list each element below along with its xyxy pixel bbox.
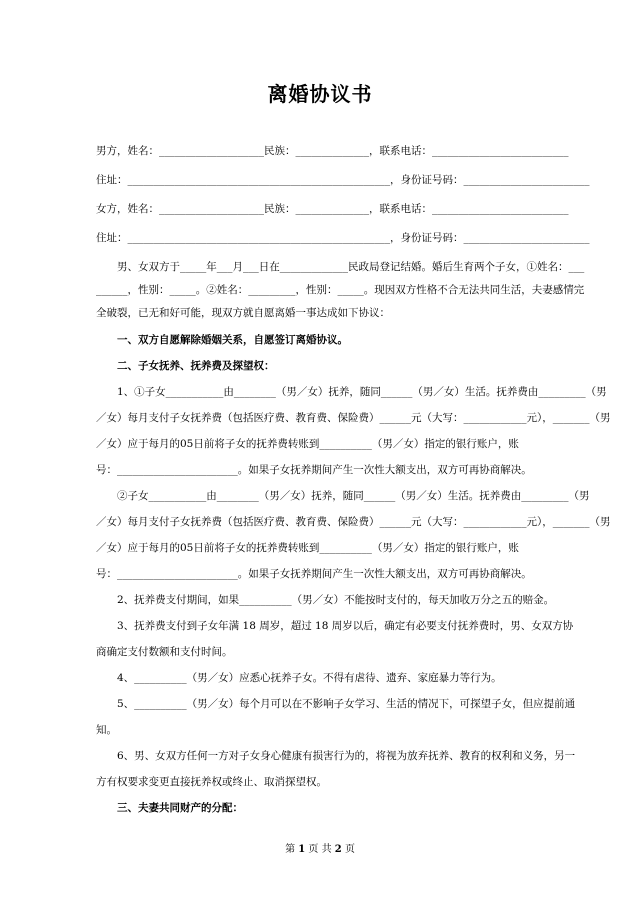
total-page-number: 2 <box>334 844 342 855</box>
paragraph-line: 号：_______________________。如果子女抚养期间产生一次性大额支出，双方可再协商解决。 <box>96 568 532 580</box>
paragraph-line: 方有权要求变更直接抚养权或终止、取消探望权。 <box>96 776 327 788</box>
paragraph-line: ／女）每月支付子女抚养费（包括医疗费、教育费、保险费）______元（大写：____________元），_______（男 <box>96 412 611 424</box>
paragraph-line: ②子女___________由________（男／女）抚养，随同______（男／女）生活。抚养费由_________（男 <box>117 490 590 502</box>
line-male-name: 男方，姓名：____________________民族：______________，联系电话：__________________________ <box>96 145 569 157</box>
section-heading-2: 二、子女抚养、抚养费及探望权： <box>117 360 275 372</box>
paragraph-line: ／女）应于每月的05日前将子女的抚养费转账到__________（男／女）指定的银行账户，账 <box>96 438 519 450</box>
paragraph-line: 男、女双方于_____年___月___日在_____________民政局登记结婚。婚后生育两个子女，①姓名：___ <box>117 261 585 273</box>
paragraph-line: ／女）每月支付子女抚养费（包括医疗费、教育费、保险费）______元（大写：____________元），_______（男 <box>96 516 611 528</box>
section-heading-3: 三、夫妻共同财产的分配： <box>117 802 243 814</box>
line-female-name: 女方，姓名：____________________民族：______________，联系电话：__________________________ <box>96 203 569 215</box>
paragraph-line: 5、__________（男／女）每个月可以在不影响子女学习、生活的情况下，可探望子女，但应提前通 <box>117 698 576 710</box>
paragraph-line: ______，性别：_____。②姓名：_________，性别：_____。现因双方性格不合无法共同生活，夫妻感情完 <box>96 284 585 296</box>
current-page-number: 1 <box>298 844 306 855</box>
paragraph-line: 号：_______________________。如果子女抚养期间产生一次性大额支出，双方可再协商解决。 <box>96 464 532 476</box>
paragraph-line: 1、①子女___________由________（男／女）抚养，随同______（男／女）生活。抚养费由_________（男 <box>117 386 607 398</box>
footer-middle: 页 共 <box>308 844 332 855</box>
footer-prefix: 第 <box>285 844 296 855</box>
paragraph-line: 全破裂，已无和好可能，现双方就自愿离婚一事达成如下协议： <box>96 307 390 319</box>
paragraph-line: 商确定支付数额和支付时间。 <box>96 646 233 658</box>
paragraph-line: ／女）应于每月的05日前将子女的抚养费转账到__________（男／女）指定的银行账户，账 <box>96 542 519 554</box>
paragraph-line: 2、抚养费支付期间，如果__________（男／女）不能按时支付的，每天加收万分之五的赔金。 <box>117 594 555 606</box>
paragraph-line: 3、抚养费支付到子女年满 18 周岁，超过 18 周岁以后，确定有必要支付抚养费时，男、女双方协 <box>117 620 574 632</box>
paragraph-line: 6、男、女双方任何一方对子女身心健康有损害行为的，将视为放弃抚养、教育的权利和义务，另一 <box>117 750 576 762</box>
section-heading-1: 一、双方自愿解除婚姻关系，自愿签订离婚协议。 <box>117 334 348 346</box>
paragraph-line: 4、__________（男／女）应悉心抚养子女。不得有虐待、遗弃、家庭暴力等行为。 <box>117 672 502 684</box>
line-male-address: 住址：__________________________________________________，身份证号码：________________________ <box>96 174 590 186</box>
page-footer <box>0 840 640 855</box>
footer-suffix: 页 <box>344 844 355 855</box>
document-title: 离婚协议书 <box>267 82 373 106</box>
line-female-address: 住址：__________________________________________________，身份证号码：________________________ <box>96 232 590 244</box>
paragraph-line: 知。 <box>96 724 117 736</box>
